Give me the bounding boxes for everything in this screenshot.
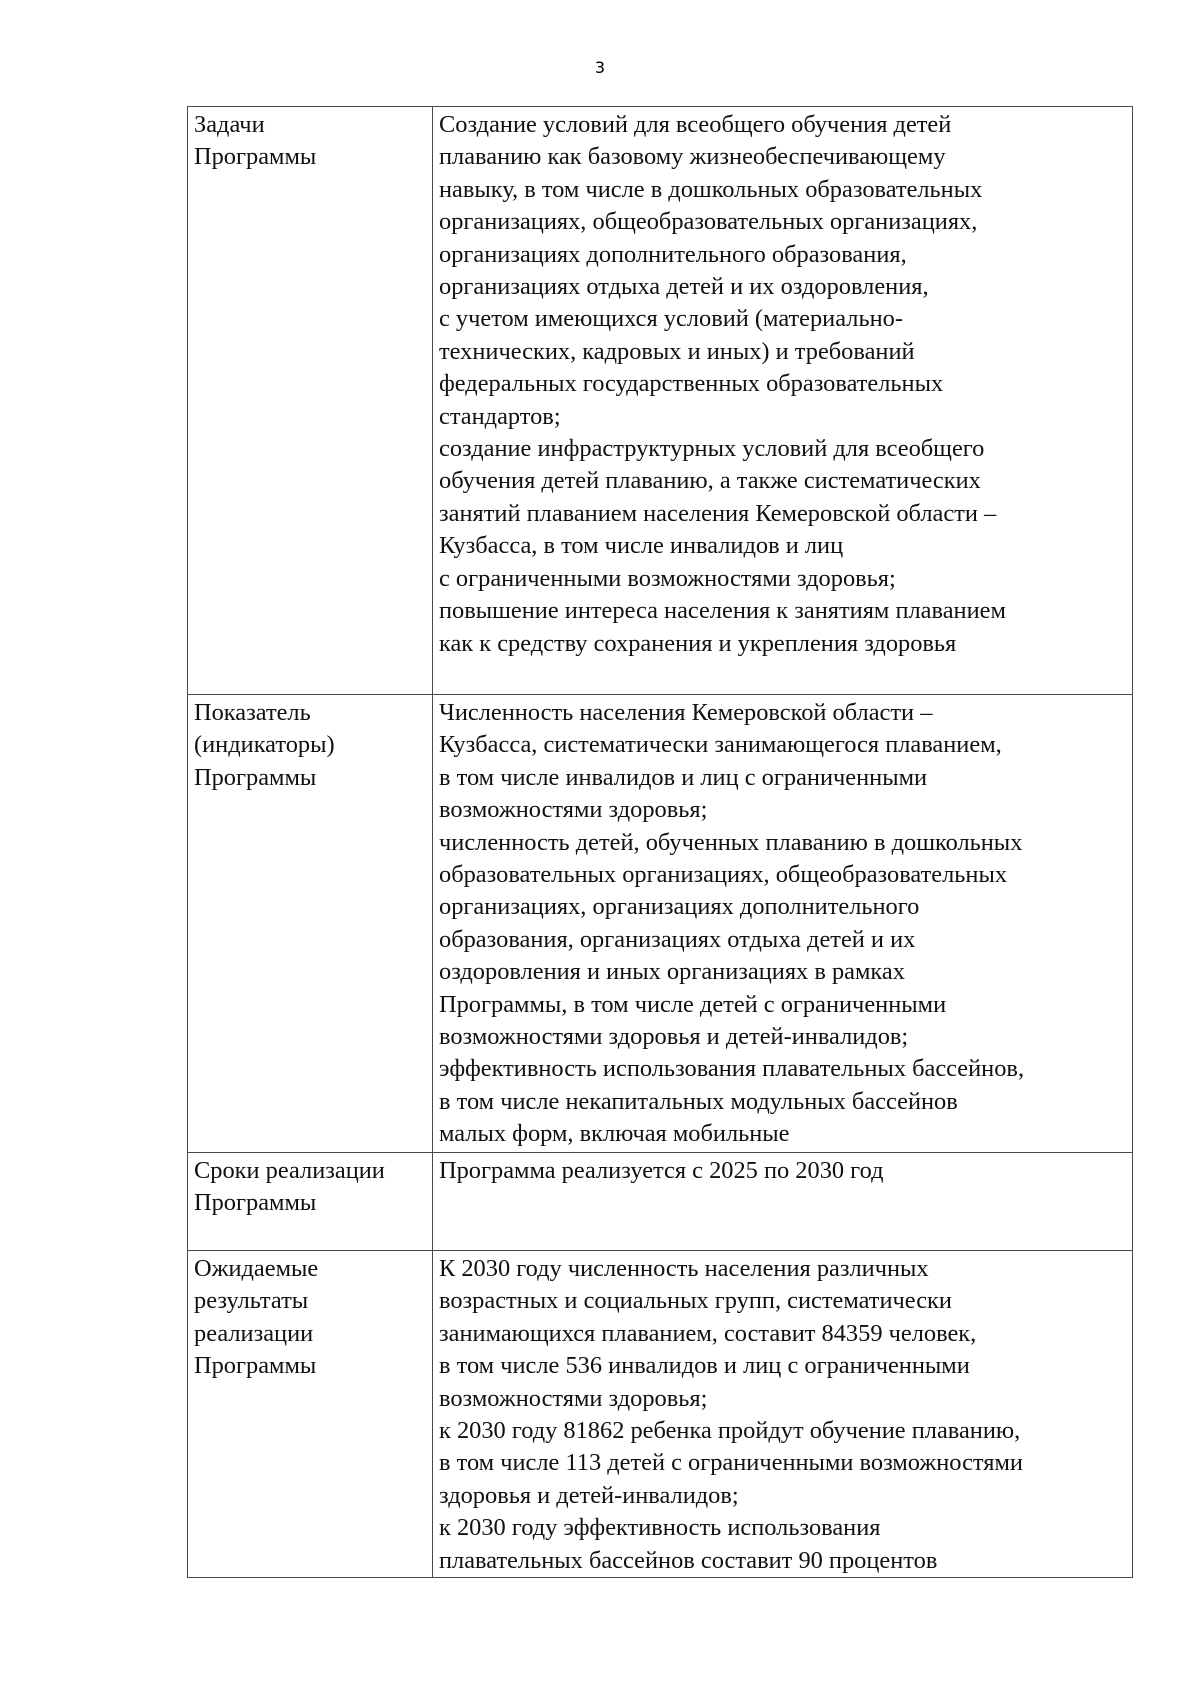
content-line: к 2030 году 81862 ребенка пройдут обучение плаванию, bbox=[439, 1417, 1021, 1445]
content-line: занятий плаванием населения Кемеровской области – bbox=[439, 499, 997, 527]
row-label-line: (индикаторы) bbox=[194, 731, 335, 759]
row-content-cell bbox=[433, 1153, 1133, 1251]
content-line: Численность населения Кемеровской области – bbox=[439, 699, 933, 726]
content-line: Кузбасса, в том числе инвалидов и лиц bbox=[439, 532, 844, 560]
content-line: навыку, в том числе в дошкольных образовательных bbox=[439, 175, 983, 203]
row-label-line: Программы bbox=[194, 143, 317, 171]
table-row-results bbox=[188, 1251, 1133, 1578]
content-line: организациях, организациях дополнительного bbox=[439, 893, 920, 921]
row-label-line: Программы bbox=[194, 1352, 317, 1380]
table-row-terms bbox=[188, 1153, 1133, 1251]
content-line: организациях дополнительного образования, bbox=[439, 240, 907, 268]
content-line: в том числе некапитальных модульных бассейнов bbox=[439, 1087, 958, 1115]
content-line: образования, организациях отдыха детей и их bbox=[439, 925, 916, 953]
content-line: федеральных государственных образовательных bbox=[439, 370, 944, 398]
row-label-line: Сроки реализации bbox=[194, 1157, 385, 1184]
content-line: малых форм, включая мобильные bbox=[439, 1120, 790, 1148]
content-line: образовательных организациях, общеобразовательных bbox=[439, 861, 1008, 889]
row-label-line: Ожидаемые bbox=[194, 1255, 319, 1282]
content-line: Создание условий для всеобщего обучения детей bbox=[439, 111, 952, 138]
content-line: возрастных и социальных групп, систематически bbox=[439, 1287, 952, 1315]
content-line: возможностями здоровья и детей-инвалидов; bbox=[439, 1023, 909, 1051]
row-content-cell bbox=[433, 695, 1133, 1153]
content-line: в том числе 113 детей с ограниченными возможностями bbox=[439, 1449, 1023, 1477]
content-line: организациях отдыха детей и их оздоровления, bbox=[439, 273, 929, 301]
content-line: с ограниченными возможностями здоровья; bbox=[439, 564, 896, 592]
content-line: технических, кадровых и иных) и требований bbox=[439, 337, 915, 365]
row-label-cell bbox=[188, 1251, 433, 1578]
content-line: возможностями здоровья; bbox=[439, 1384, 708, 1412]
row-label-cell bbox=[188, 107, 433, 695]
content-line: занимающихся плаванием, составит 84359 человек, bbox=[439, 1319, 977, 1347]
content-line: создание инфраструктурных условий для всеобщего bbox=[439, 435, 985, 463]
row-label-cell bbox=[188, 695, 433, 1153]
content-line: оздоровления и иных организациях в рамках bbox=[439, 958, 905, 986]
content-line: обучения детей плаванию, а также систематических bbox=[439, 467, 981, 495]
content-line: организациях, общеобразовательных организациях, bbox=[439, 208, 978, 236]
content-line: возможностями здоровья; bbox=[439, 796, 708, 824]
content-line: Кузбасса, систематически занимающегося плаванием, bbox=[439, 731, 1002, 759]
content-line: К 2030 году численность населения различных bbox=[439, 1255, 929, 1282]
content-line: как к средству сохранения и укрепления здоровья bbox=[439, 629, 957, 657]
content-line: плавательных бассейнов составит 90 процентов bbox=[439, 1546, 938, 1574]
content-line: к 2030 году эффективность использования bbox=[439, 1514, 881, 1542]
row-label-line: Задачи bbox=[194, 111, 265, 138]
program-passport-table bbox=[187, 106, 1133, 1578]
content-line: плаванию как базовому жизнеобеспечивающему bbox=[439, 143, 946, 171]
row-content-cell bbox=[433, 1251, 1133, 1578]
content-line: здоровья и детей-инвалидов; bbox=[439, 1481, 739, 1509]
row-label-line: Показатель bbox=[194, 699, 311, 726]
content-line: повышение интереса населения к занятиям плаванием bbox=[439, 597, 1006, 625]
content-line: в том числе 536 инвалидов и лиц с ограниченными bbox=[439, 1352, 970, 1380]
row-label-cell bbox=[188, 1153, 433, 1251]
row-content-cell bbox=[433, 107, 1133, 695]
row-label-line: реализации bbox=[194, 1319, 314, 1347]
content-line: Программа реализуется с 2025 по 2030 год bbox=[439, 1157, 884, 1184]
table-row-tasks bbox=[188, 107, 1133, 695]
content-line: в том числе инвалидов и лиц с ограниченными bbox=[439, 763, 928, 791]
content-line: стандартов; bbox=[439, 402, 561, 430]
content-line: эффективность использования плавательных бассейнов, bbox=[439, 1055, 1025, 1083]
content-line: Программы, в том числе детей с ограниченными bbox=[439, 990, 947, 1018]
page-number: 3 bbox=[594, 58, 606, 77]
content-line: численность детей, обученных плаванию в дошкольных bbox=[439, 828, 1023, 856]
row-label-line: Программы bbox=[194, 763, 317, 791]
table-row-indicators bbox=[188, 695, 1133, 1153]
content-line: с учетом имеющихся условий (материально- bbox=[439, 305, 903, 333]
row-label-line: Программы bbox=[194, 1189, 317, 1217]
row-label-line: результаты bbox=[194, 1287, 309, 1315]
